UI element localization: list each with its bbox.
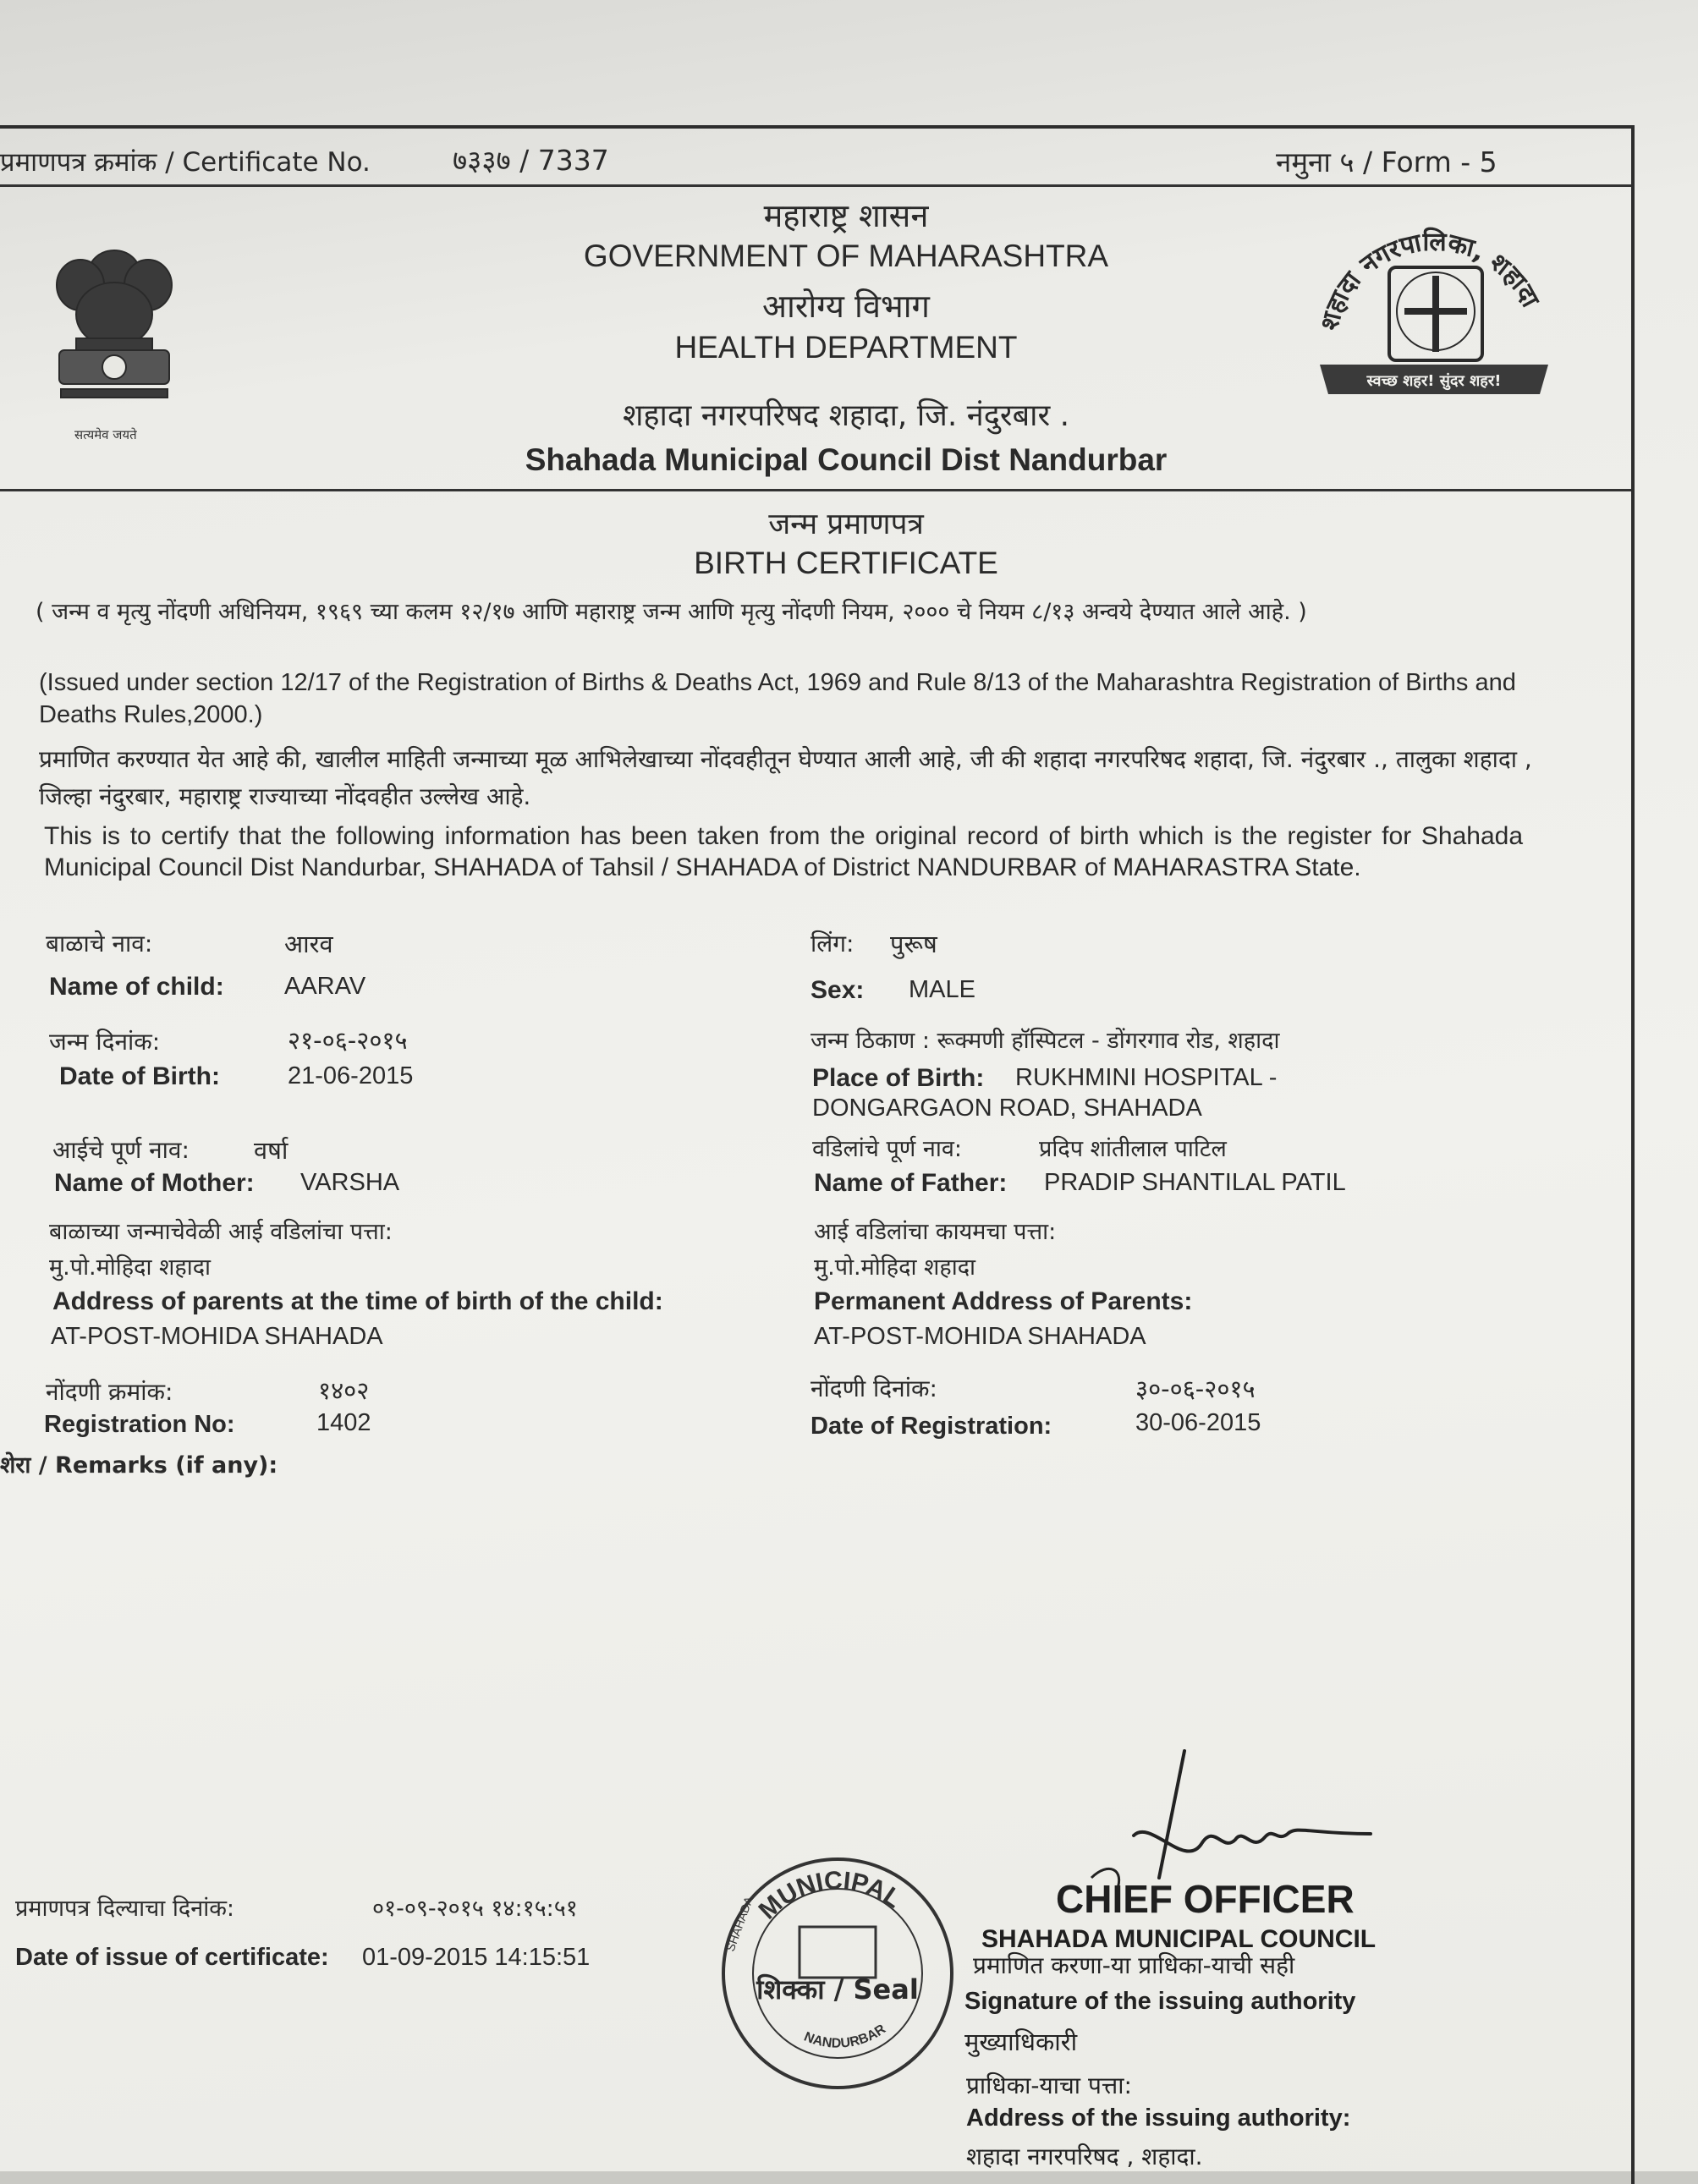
issue-date-label: Date of issue of certificate: [15,1944,329,1971]
stamp-arc-bottom: NANDURBAR [801,2022,889,2051]
dob-marathi-label: जन्म दिनांक: [49,1028,161,1056]
remarks-label: शेरा / Remarks (if any): [0,1452,278,1479]
address-permanent-marathi-value: मु.पो.मोहिदा शहादा [814,1254,976,1281]
seal-banner: स्वच्छ शहर! सुंदर शहर! [1366,372,1502,390]
issue-date-marathi-label: प्रमाणपत्र दिल्याचा दिनांक: [15,1896,235,1922]
mother-name-label: Name of Mother: [54,1169,255,1197]
title-marathi: जन्म प्रमाणपत्र [768,508,924,541]
registration-number-marathi-value: १४०२ [318,1376,370,1405]
council-seal-icon [1311,217,1557,411]
registration-number-value: 1402 [316,1409,371,1436]
council-name: SHAHADA MUNICIPAL COUNCIL [981,1925,1377,1953]
registration-date-marathi-value: ३०-०६-२०१५ [1135,1375,1256,1403]
stamp-seal-text: शिक्का / Seal [756,1973,919,2006]
municipal-stamp [715,1851,960,2096]
place-of-birth-label: Place of Birth: [812,1064,985,1092]
certificate-number-value: ७३३७ / 7337 [453,144,609,177]
mother-name-marathi-label: आईचे पूर्ण नाव: [52,1136,190,1164]
signature-label: Signature of the issuing authority [964,1988,1356,2015]
child-name-marathi-label: बाळाचे नाव: [46,930,153,958]
address-birth-label: Address of parents at the time of birth of the child: [52,1287,663,1315]
place-of-birth-line1: RUKHMINI HOSPITAL - [1015,1064,1278,1091]
dob-marathi-value: २१-०६-२०१५ [288,1026,408,1055]
act-reference-marathi: ( जन्म व मृत्यु नोंदणी अधिनियम, १९६९ च्या कलम १२/१७ आणि महाराष्ट्र जन्म आणि मृत्यु नोंदणी नियम, २००० चे नियम ८/१३ अन्वये देण्यात आले आहे. ) [36,599,1307,625]
stamp-arc-top: MUNICIPAL [753,1866,907,1925]
address-permanent-value: AT-POST-MOHIDA SHAHADA [814,1323,1146,1350]
place-of-birth-marathi: जन्म ठिकाण : रूक्मणी हॉस्पिटल - डोंगरगाव रोड, शहादा [811,1028,1280,1054]
registration-date-marathi-label: नोंदणी दिनांक: [811,1375,937,1402]
child-name-value: AARAV [284,973,366,1000]
stamp-left-text: SHAHADA [723,1894,756,1954]
authority-address-label: Address of the issuing authority: [966,2104,1351,2132]
divider-header [0,489,1631,491]
svg-text:NANDURBAR [802,2022,889,2051]
registration-date-label: Date of Registration: [811,1413,1052,1440]
sex-marathi-label: लिंग: [811,930,854,958]
father-name-label: Name of Father: [814,1169,1008,1197]
title-english: BIRTH CERTIFICATE [694,546,998,580]
father-name-marathi-label: वडिलांचे पूर्ण नाव: [812,1136,963,1162]
sex-label: Sex: [811,976,865,1004]
government-marathi: महाराष्ट्र शासन [763,197,929,234]
father-name-value: PRADIP SHANTILAL PATIL [1044,1169,1346,1196]
signature-label-marathi: प्रमाणित करणा-या प्राधिका-याची सही [973,1951,1295,1979]
place-of-birth-line2: DONGARGAON ROAD, SHAHADA [812,1095,1202,1122]
act-reference-english: (Issued under section 12/17 of the Registration of Births & Deaths Act, 1969 and Rule 8/13 of the Maharashtra Registration of Births and Deaths Rules,2000.) [39,669,1516,728]
address-birth-marathi-label: बाळाच्या जन्माचेवेळी आई वडिलांचा पत्ता: [49,1219,393,1245]
mother-name-value: VARSHA [300,1169,400,1196]
certificate-number-label: प्रमाणपत्र क्रमांक / Certificate No. [0,147,371,178]
registration-date-value: 30-06-2015 [1135,1409,1261,1436]
address-birth-marathi-value: मु.पो.मोहिदा शहादा [49,1254,212,1281]
government-english: GOVERNMENT OF MAHARASHTRA [583,239,1109,273]
divider-top [0,184,1631,187]
authority-address-marathi-label: प्राधिका-याचा पत्ता: [966,2072,1132,2099]
emblem-caption: सत्यमेव जयते [74,427,137,442]
form-number: नमुना ५ / Form - 5 [1276,145,1497,178]
council-seal [1311,217,1557,411]
chief-officer-title: CHIEF OFFICER [1056,1877,1355,1921]
child-name-label: Name of child: [49,973,224,1001]
dob-label: Date of Birth: [59,1062,220,1090]
department-marathi: आरोग्य विभाग [762,288,930,325]
child-name-marathi-value: आरव [284,930,333,958]
certify-statement-marathi: प्रमाणित करण्यात येत आहे की, खालील माहिती जन्माच्या मूळ आभिलेखाच्या नोंदवहीतून घेण्यात आली आहे, जी की शहादा नगरपरिषद शहादा, जि. नंदुरबार ., तालुका शहादा , जिल्हा नंदुरबार, महाराष्ट्र राज्याच्या नोंदवहीत उल्लेख आहे. [39,745,1532,810]
national-emblem [42,239,186,450]
address-permanent-label: Permanent Address of Parents: [814,1287,1193,1315]
ashoka-emblem-icon [42,239,186,425]
address-birth-value: AT-POST-MOHIDA SHAHADA [51,1323,383,1350]
father-name-marathi-value: प्रदिप शांतीलाल पाटिल [1039,1136,1227,1162]
dob-value: 21-06-2015 [288,1062,414,1089]
seal-arc-text: शहादा नगरपालिका, शहादा [1315,227,1546,333]
sex-marathi-value: पुरूष [890,930,937,958]
issue-date-value: 01-09-2015 14:15:51 [362,1944,591,1971]
authority-address-value: शहादा नगरपरिषद , शहादा. [966,2143,1203,2170]
mother-name-marathi-value: वर्षा [254,1136,288,1165]
municipal-stamp-icon [715,1851,960,2096]
svg-text:शहादा नगरपालिका, शहादा [1315,227,1546,333]
sex-value: MALE [909,976,975,1003]
chief-officer-marathi: मुख्याधिकारी [964,2028,1078,2056]
council-english: Shahada Municipal Council Dist Nandurbar [525,442,1168,477]
registration-number-label: Registration No: [44,1411,235,1438]
department-english: HEALTH DEPARTMENT [674,330,1018,365]
issue-date-marathi-value: ०१-०९-२०१५ १४:१५:५१ [372,1896,578,1922]
council-marathi: शहादा नगरपरिषद शहादा, जि. नंदुरबार . [622,398,1070,433]
address-permanent-marathi-label: आई वडिलांचा कायमचा पत्ता: [814,1219,1057,1245]
registration-number-marathi-label: नोंदणी क्रमांक: [46,1378,173,1406]
certify-statement-english: This is to certify that the following information has been taken from the original record of birth which is the register for Shahada Municipal Council Dist Nandurbar, SHAHADA of Tahsil / SHAHADA of District NANDURBAR of MAHARASTRA State. [44,822,1523,881]
